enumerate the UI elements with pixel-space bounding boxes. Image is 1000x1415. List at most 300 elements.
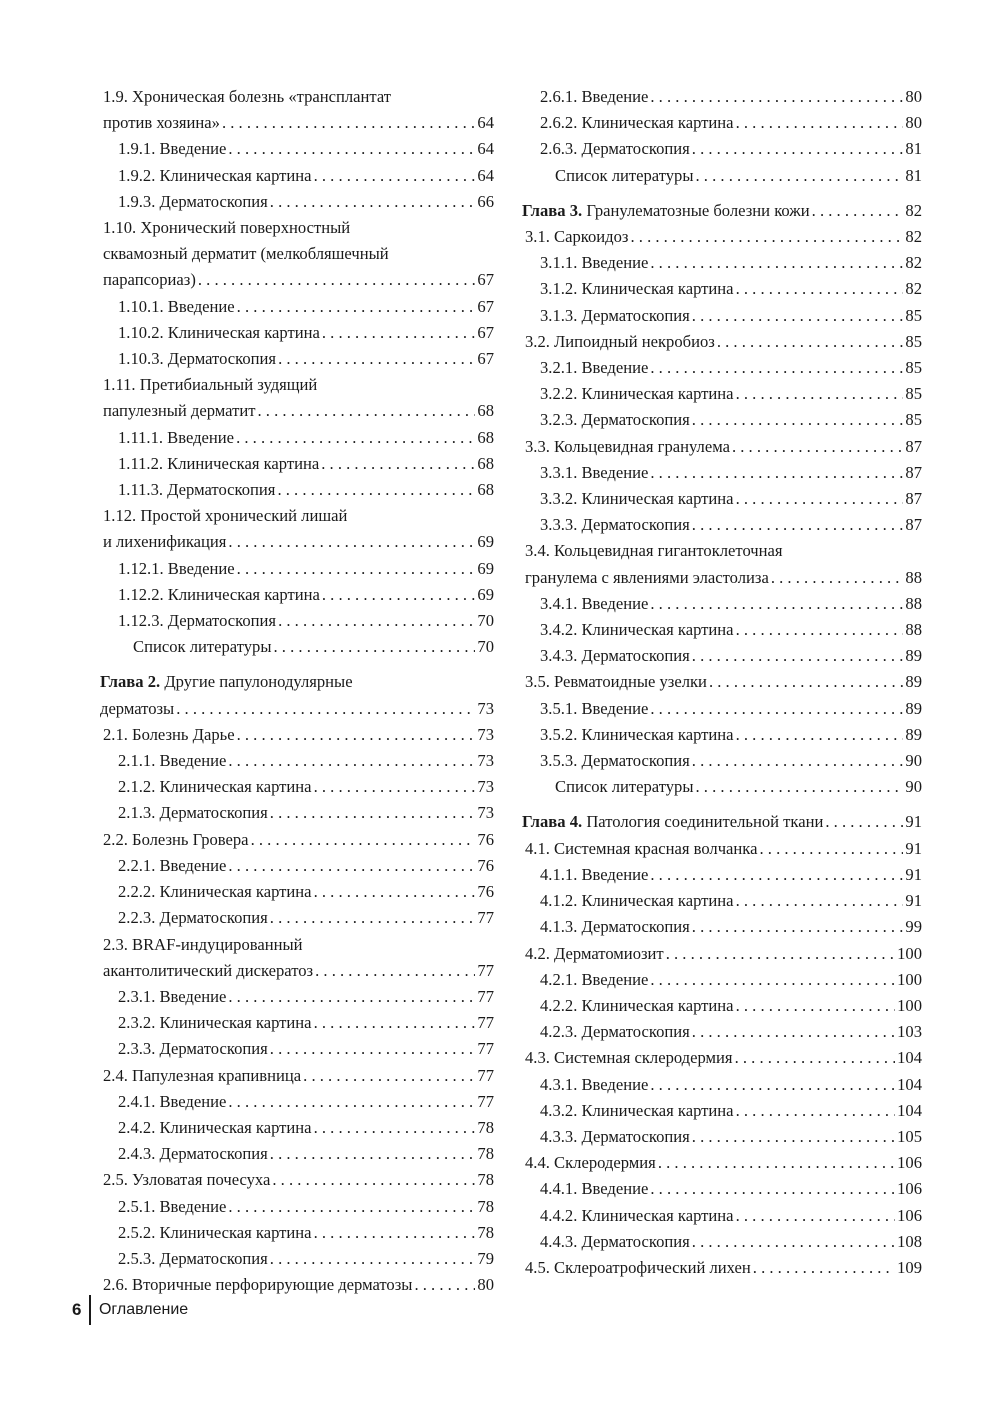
toc-entry-row [118,163,494,189]
toc-entry-title [540,748,690,774]
toc-entry[interactable] [522,381,922,407]
toc-entry-row [525,565,922,591]
toc-entry-title [540,1176,648,1202]
toc-entry[interactable] [100,1036,494,1062]
toc-entry-title-text: 1.9.2. Клиническая картина [118,165,312,185]
toc-entry[interactable] [100,1194,494,1220]
toc-entry-title-text: 2.6.3. Дерматоскопия [540,139,690,159]
toc-entry[interactable] [100,1089,494,1115]
toc-entry[interactable] [100,451,494,477]
toc-entry[interactable] [522,862,922,888]
toc-entry[interactable] [100,215,494,294]
toc-page-number: 79 [477,1248,494,1268]
toc-entry-row [555,163,922,189]
dot-leader [736,722,904,748]
toc-entry-title [540,381,734,407]
toc-entry[interactable] [522,748,922,774]
dot-leader [736,276,904,302]
toc-entry-title [540,888,734,914]
dot-leader [696,163,904,189]
toc-entry-title [118,800,268,826]
toc-page-number: 104 [897,1048,922,1068]
toc-entry-title [522,809,823,835]
toc-entry-row [118,189,494,215]
dot-leader [270,1141,476,1167]
toc-page-number: 87 [905,462,922,482]
toc-entry-title [118,1246,268,1272]
dot-leader [315,958,475,984]
toc-entry-title-text: 4.1.2. Клиническая картина [540,891,734,911]
toc-entry[interactable] [100,1220,494,1246]
toc-entry[interactable] [522,1176,922,1202]
toc-entry-title-text: 2.5.1. Введение [118,1196,227,1216]
toc-entry[interactable] [100,634,494,660]
toc-entry-row [522,198,922,224]
toc-entry[interactable] [522,434,922,460]
toc-entry-row [540,722,922,748]
dot-leader [736,1203,896,1229]
dot-leader [270,905,476,931]
toc-entry-title-text: 4.1.1. Введение [540,864,649,884]
dot-leader [237,722,476,748]
toc-entry[interactable] [522,250,922,276]
toc-page-number: 78 [477,1196,494,1216]
toc-page-number: 91 [905,864,922,884]
toc-entry[interactable] [522,809,922,835]
dot-leader [650,696,903,722]
toc-entry[interactable] [522,1045,922,1071]
toc-entry-title [540,1229,690,1255]
dot-leader [270,1246,476,1272]
dot-leader [630,224,903,250]
toc-page-number: 87 [905,436,922,456]
toc-entry-line [103,932,494,958]
toc-entry-row [540,1098,922,1124]
toc-entry[interactable] [522,696,922,722]
dot-leader [692,1229,895,1255]
toc-entry-title-text: 2.3.3. Дерматоскопия [118,1039,268,1059]
toc-page-number: 103 [897,1022,922,1042]
dot-leader [736,617,904,643]
toc-entry-title-text: 2.1.3. Дерматоскопия [118,803,268,823]
toc-entry-title-text: 1.9.3. Дерматоскопия [118,191,268,211]
toc-entry[interactable] [522,967,922,993]
dot-leader [314,774,476,800]
toc-entry-row [540,1203,922,1229]
toc-entry-title-text: 4.4.3. Дерматоскопия [540,1231,690,1251]
toc-entry-row [118,477,494,503]
toc-entry-title [103,110,220,136]
toc-page-number: 77 [477,1039,494,1059]
toc-entry[interactable] [522,993,922,1019]
toc-entry[interactable] [100,748,494,774]
toc-entry-title [540,722,734,748]
toc-entry-row [103,1063,494,1089]
toc-entry[interactable] [100,84,494,136]
dot-leader [692,407,904,433]
toc-entry-title-text: 1.11.2. Клиническая картина [118,453,320,473]
toc-page-number: 70 [477,637,494,657]
toc-entry-row [540,914,922,940]
toc-page-number: 88 [905,567,922,587]
toc-entry[interactable] [522,276,922,302]
toc-entry[interactable] [100,425,494,451]
toc-page-number: 89 [905,724,922,744]
toc-entry[interactable] [100,372,494,424]
toc-entry-title-text: 2.4.1. Введение [118,1091,227,1111]
toc-entry[interactable] [522,198,922,224]
toc-entry-title [118,163,312,189]
toc-entry-title [133,634,272,660]
toc-entry-title-text: 4.2.2. Клиническая картина [540,995,734,1015]
toc-entry-title [540,643,690,669]
toc-entry-title [540,407,690,433]
toc-entry-title [103,1167,270,1193]
toc-entry-title-text: 3.4.3. Дерматоскопия [540,646,690,666]
toc-entry[interactable] [522,941,922,967]
toc-page-number: 67 [477,322,494,342]
toc-entry-row [103,958,494,984]
toc-entry[interactable] [522,914,922,940]
chapter-label: Глава 2. [100,672,161,692]
toc-entry-title-text: 3.3.2. Клиническая картина [540,489,734,509]
toc-entry-row [540,748,922,774]
dot-leader [650,1176,895,1202]
toc-entry-text: 1.12. Простой хронический лишай [103,506,348,526]
toc-entry-title [118,189,268,215]
toc-entry-title-text: Патология соединительной ткани [586,812,824,832]
dot-leader [696,774,904,800]
toc-entry-row [540,407,922,433]
dot-leader [736,1098,896,1124]
dot-leader [314,163,476,189]
toc-entry[interactable] [522,1098,922,1124]
toc-entry[interactable] [522,669,922,695]
toc-entry[interactable] [100,932,494,984]
toc-entry[interactable] [522,303,922,329]
toc-entry[interactable] [522,486,922,512]
dot-leader [692,748,904,774]
dot-leader [692,643,904,669]
toc-entry[interactable] [100,1167,494,1193]
dot-leader [666,941,895,967]
toc-entry-title-text: 4.3.2. Клиническая картина [540,1100,734,1120]
toc-entry-title-text: 2.1.2. Клиническая картина [118,777,312,797]
toc-entry-title-text: 3.1.1. Введение [540,253,649,273]
toc-entry-title [540,303,690,329]
toc-entry-title-text: 3.2. Липоидный некробиоз [525,331,715,351]
toc-page-number: 91 [905,891,922,911]
dot-leader [736,381,904,407]
toc-entry-title [540,110,734,136]
toc-entry[interactable] [522,329,922,355]
dot-leader [735,1045,896,1071]
toc-page-number: 73 [477,803,494,823]
toc-entry-row [540,696,922,722]
toc-entry-title [525,1255,751,1281]
toc-entry-row [100,696,494,722]
toc-entry-row [118,905,494,931]
toc-entry-row [540,110,922,136]
toc-entry-title [118,1220,312,1246]
toc-entry-title-text: 4.3.1. Введение [540,1074,649,1094]
toc-entry-row [540,643,922,669]
toc-entry[interactable] [522,1150,922,1176]
dot-leader [650,250,903,276]
toc-entry-row [118,984,494,1010]
toc-entry-title [100,696,174,722]
toc-entry-title-text: Список литературы [555,777,694,797]
dot-leader [228,1089,475,1115]
toc-entry-title-text: 1.9.1. Введение [118,139,227,159]
dot-leader [228,136,475,162]
toc-entry-title-text: 3.1.2. Клиническая картина [540,279,734,299]
toc-entry-title [522,198,810,224]
toc-entry-title-text: 2.5.2. Клиническая картина [118,1222,312,1242]
dot-leader [692,914,904,940]
toc-entry-title-text: 3.5.2. Клиническая картина [540,724,734,744]
toc-entry-title [540,250,648,276]
toc-entry[interactable] [522,407,922,433]
toc-page-number: 82 [905,253,922,273]
dot-leader [771,565,904,591]
toc-entry-row [540,993,922,1019]
toc-page-number: 73 [477,724,494,744]
toc-entry-title [555,163,694,189]
toc-entry-title [118,294,235,320]
toc-entry[interactable] [522,1072,922,1098]
toc-entry[interactable] [100,879,494,905]
toc-entry-row [540,1176,922,1202]
toc-entry-row [118,748,494,774]
toc-entry-title [540,84,648,110]
toc-page-number: 64 [477,139,494,159]
toc-entry[interactable] [100,1010,494,1036]
toc-entry-title-text: 2.5.3. Дерматоскопия [118,1248,268,1268]
toc-page-number: 73 [477,751,494,771]
toc-entry-title [118,1089,226,1115]
toc-page-number: 90 [905,751,922,771]
toc-entry-row [118,608,494,634]
dot-leader [228,853,475,879]
toc-entry[interactable] [100,163,494,189]
dot-leader [759,836,903,862]
toc-entry-row [118,425,494,451]
toc-entry-title-text: папулезный дерматит [103,401,256,421]
toc-entry[interactable] [100,827,494,853]
dot-leader [237,556,476,582]
toc-entry[interactable] [522,591,922,617]
toc-entry[interactable] [522,110,922,136]
toc-entry-title [525,224,628,250]
toc-entry-row [103,1167,494,1193]
toc-entry-line [103,241,494,267]
toc-entry-title [540,967,648,993]
toc-entry-row [525,329,922,355]
toc-entry[interactable] [100,1115,494,1141]
toc-entry-title-text: парапсориаз) [103,270,196,290]
toc-entry-title-text: 2.4.3. Дерматоскопия [118,1144,268,1164]
toc-entry-title [118,425,234,451]
toc-entry-text: Другие папулонодулярные [164,672,353,692]
toc-entry[interactable] [100,800,494,826]
toc-entry[interactable] [100,774,494,800]
dot-leader [825,809,903,835]
toc-entry-title [118,1010,312,1036]
dot-leader [650,591,903,617]
toc-entry[interactable] [522,836,922,862]
toc-entry-row [103,110,494,136]
toc-entry[interactable] [522,722,922,748]
toc-entry-text: 1.11. Претибиальный зудящий [103,375,318,395]
dot-leader [650,862,903,888]
toc-page-number: 89 [905,698,922,718]
dot-leader [236,425,475,451]
toc-entry-title [525,565,769,591]
toc-entry-title [540,460,648,486]
page-number: 6 [72,1300,82,1319]
toc-entry[interactable] [100,984,494,1010]
toc-entry[interactable] [522,84,922,110]
toc-entry-text: сквамозный дерматит (мелкобляшечный [103,244,389,264]
toc-entry[interactable] [522,136,922,162]
toc-entry-row [540,591,922,617]
toc-entry[interactable] [100,346,494,372]
toc-entry[interactable] [100,582,494,608]
toc-entry-row [540,250,922,276]
toc-entry-title-text: 4.4. Склеродермия [525,1153,656,1173]
toc-entry-row [540,967,922,993]
toc-entry[interactable] [522,163,922,189]
toc-page-number: 106 [897,1179,922,1199]
toc-entry-title [118,136,226,162]
dot-leader [717,329,904,355]
toc-entry[interactable] [100,556,494,582]
toc-entry-title-text: 2.2. Болезнь Гровера [103,829,249,849]
toc-entry[interactable] [100,1141,494,1167]
toc-page-number: 82 [905,227,922,247]
toc-entry[interactable] [522,617,922,643]
toc-entry[interactable] [522,888,922,914]
toc-entry[interactable] [100,477,494,503]
toc-entry-title-text: 3.3. Кольцевидная гранулема [525,436,730,456]
dot-leader [314,1115,476,1141]
toc-page-number: 73 [477,698,494,718]
toc-entry-title-text: 3.5. Ревматоидные узелки [525,672,707,692]
toc-entry-row [540,381,922,407]
toc-entry-title-text: 2.3.2. Клиническая картина [118,1013,312,1033]
toc-entry-title-text: 4.4.1. Введение [540,1179,649,1199]
toc-entry-title-text: 3.5.1. Введение [540,698,649,718]
dot-leader [736,993,896,1019]
dot-leader [650,355,903,381]
toc-entry[interactable] [100,1063,494,1089]
chapter-label: Глава 4. [522,812,583,832]
toc-entry[interactable] [100,608,494,634]
toc-page-number: 85 [905,410,922,430]
toc-page-number: 106 [897,1153,922,1173]
toc-entry-row [118,774,494,800]
toc-entry[interactable] [100,669,494,721]
toc-entry-title-text: 4.3. Системная склеродермия [525,1048,733,1068]
toc-page-number: 77 [477,960,494,980]
dot-leader [692,512,904,538]
toc-page-number: 104 [897,1100,922,1120]
toc-entry[interactable] [100,905,494,931]
toc-entry[interactable] [522,774,922,800]
toc-entry-row [525,941,922,967]
toc-entry[interactable] [100,136,494,162]
toc-page-number: 67 [477,270,494,290]
toc-entry[interactable] [522,1124,922,1150]
toc-entry-title [525,329,715,355]
dot-leader [277,477,475,503]
dot-leader [278,346,475,372]
toc-entry[interactable] [522,1203,922,1229]
toc-entry-row [118,1036,494,1062]
toc-entry[interactable] [100,189,494,215]
toc-entry[interactable] [522,1019,922,1045]
toc-entry[interactable] [522,460,922,486]
toc-entry[interactable] [100,722,494,748]
toc-entry-title [540,617,734,643]
toc-entry-title-text: 4.2.3. Дерматоскопия [540,1022,690,1042]
toc-entry-row [118,1141,494,1167]
toc-entry-title-text: 4.4.2. Клиническая картина [540,1205,734,1225]
toc-entry-title-text: 2.6.1. Введение [540,87,649,106]
toc-entry[interactable] [100,853,494,879]
toc-entry-title-text: 1.11.3. Дерматоскопия [118,480,276,500]
chapter-label: Глава 3. [522,200,583,220]
toc-entry-row [540,84,922,110]
toc-entry[interactable] [522,224,922,250]
dot-leader [176,696,475,722]
dot-leader [692,1019,895,1045]
toc-entry-title [103,267,196,293]
toc-entry[interactable] [522,1229,922,1255]
toc-entry[interactable] [100,1246,494,1272]
toc-entry-title [525,836,757,862]
toc-entry-row [118,556,494,582]
dot-leader [270,800,476,826]
dot-leader [736,888,904,914]
toc-page-number: 104 [897,1074,922,1094]
toc-page-number: 100 [897,995,922,1015]
toc-entry-title-text: дерматозы [100,698,175,718]
toc-entry[interactable] [522,1255,922,1281]
toc-left-column [100,84,494,1298]
toc-entry[interactable] [522,538,922,590]
toc-entry-row [118,879,494,905]
toc-entry[interactable] [100,294,494,320]
toc-page-number: 88 [905,593,922,613]
toc-entry[interactable] [522,355,922,381]
toc-entry[interactable] [100,503,494,555]
dot-leader [650,1072,895,1098]
toc-entry-row [133,634,494,660]
toc-entry-title [540,486,734,512]
toc-entry-title [540,993,734,1019]
dot-leader [228,984,475,1010]
toc-entry[interactable] [100,320,494,346]
toc-entry-row [118,451,494,477]
dot-leader [709,669,903,695]
toc-entry-row [118,136,494,162]
toc-entry-title [118,1141,268,1167]
toc-page-number: 78 [477,1222,494,1242]
toc-entry[interactable] [522,512,922,538]
toc-entry[interactable] [522,643,922,669]
